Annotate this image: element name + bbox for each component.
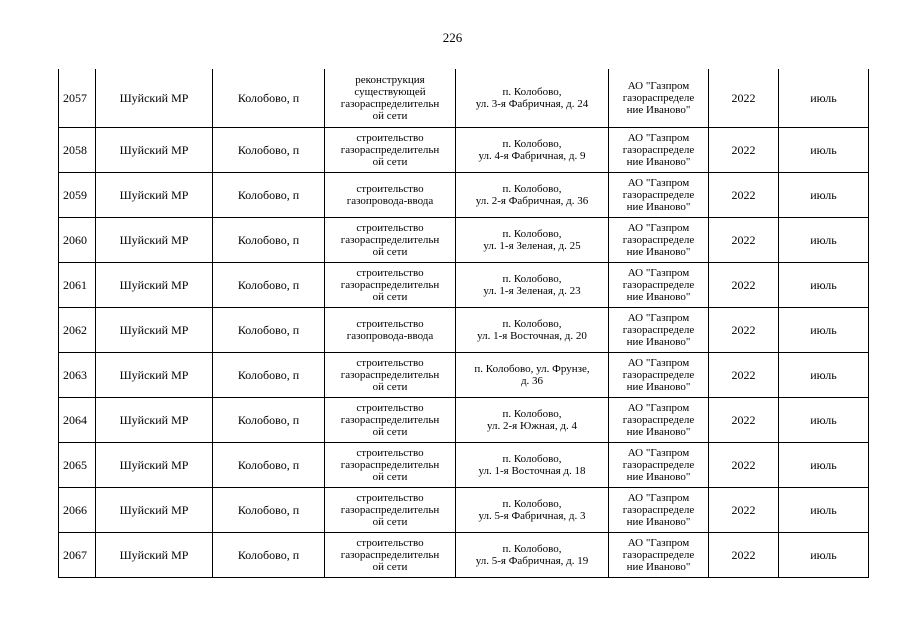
locality-cell: Колобово, п — [213, 173, 325, 218]
district-cell: Шуйский МР — [96, 443, 213, 488]
locality-cell: Колобово, п — [213, 308, 325, 353]
work-type-cell: строительство газопровода-ввода — [325, 308, 456, 353]
organization-cell: АО "Газпром газораспределе ние Иваново" — [609, 218, 709, 263]
row-number: 2060 — [59, 218, 96, 263]
table-row — [59, 443, 869, 488]
locality-cell: Колобово, п — [213, 443, 325, 488]
address-cell: п. Колобово, ул. Фрунзе, д. 36 — [456, 353, 609, 398]
address-cell: п. Колобово, ул. 5-я Фабричная, д. 19 — [456, 533, 609, 578]
row-number: 2058 — [59, 128, 96, 173]
district-cell: Шуйский МР — [96, 398, 213, 443]
table-row — [59, 128, 869, 173]
row-number: 2064 — [59, 398, 96, 443]
organization-cell: АО "Газпром газораспределе ние Иваново" — [609, 353, 709, 398]
locality-cell: Колобово, п — [213, 533, 325, 578]
address-cell: п. Колобово, ул. 4-я Фабричная, д. 9 — [456, 128, 609, 173]
year-cell: 2022 — [709, 488, 779, 533]
table-row — [59, 353, 869, 398]
address-cell: п. Колобово, ул. 3-я Фабричная, д. 24 — [456, 69, 609, 128]
work-type-cell: реконструкция существующей газораспределительн ой сети — [325, 69, 456, 128]
locality-cell: Колобово, п — [213, 69, 325, 128]
table-row — [59, 173, 869, 218]
organization-cell: АО "Газпром газораспределе ние Иваново" — [609, 488, 709, 533]
row-number: 2063 — [59, 353, 96, 398]
district-cell: Шуйский МР — [96, 353, 213, 398]
year-cell: 2022 — [709, 263, 779, 308]
work-type-cell: строительство газопровода-ввода — [325, 173, 456, 218]
district-cell: Шуйский МР — [96, 308, 213, 353]
month-cell: июль — [779, 173, 869, 218]
address-cell: п. Колобово, ул. 2-я Фабричная, д. 36 — [456, 173, 609, 218]
month-cell: июль — [779, 353, 869, 398]
locality-cell: Колобово, п — [213, 218, 325, 263]
address-cell: п. Колобово, ул. 1-я Восточная, д. 20 — [456, 308, 609, 353]
locality-cell: Колобово, п — [213, 353, 325, 398]
row-number: 2059 — [59, 173, 96, 218]
work-type-cell: строительство газораспределительн ой сети — [325, 353, 456, 398]
row-number: 2061 — [59, 263, 96, 308]
organization-cell: АО "Газпром газораспределе ние Иваново" — [609, 69, 709, 128]
month-cell: июль — [779, 128, 869, 173]
address-cell: п. Колобово, ул. 2-я Южная, д. 4 — [456, 398, 609, 443]
district-cell: Шуйский МР — [96, 128, 213, 173]
address-cell: п. Колобово, ул. 1-я Зеленая, д. 23 — [456, 263, 609, 308]
district-cell: Шуйский МР — [96, 69, 213, 128]
table-row — [59, 69, 869, 128]
row-number: 2066 — [59, 488, 96, 533]
district-cell: Шуйский МР — [96, 263, 213, 308]
year-cell: 2022 — [709, 398, 779, 443]
district-cell: Шуйский МР — [96, 533, 213, 578]
table-row — [59, 308, 869, 353]
organization-cell: АО "Газпром газораспределе ние Иваново" — [609, 308, 709, 353]
row-number: 2065 — [59, 443, 96, 488]
organization-cell: АО "Газпром газораспределе ние Иваново" — [609, 263, 709, 308]
year-cell: 2022 — [709, 533, 779, 578]
month-cell: июль — [779, 263, 869, 308]
locality-cell: Колобово, п — [213, 263, 325, 308]
organization-cell: АО "Газпром газораспределе ние Иваново" — [609, 398, 709, 443]
table-row — [59, 218, 869, 263]
month-cell: июль — [779, 69, 869, 128]
table-row — [59, 398, 869, 443]
organization-cell: АО "Газпром газораспределе ние Иваново" — [609, 173, 709, 218]
year-cell: 2022 — [709, 353, 779, 398]
organization-cell: АО "Газпром газораспределе ние Иваново" — [609, 533, 709, 578]
address-cell: п. Колобово, ул. 1-я Восточная д. 18 — [456, 443, 609, 488]
month-cell: июль — [779, 533, 869, 578]
work-type-cell: строительство газораспределительн ой сети — [325, 443, 456, 488]
work-type-cell: строительство газораспределительн ой сети — [325, 533, 456, 578]
work-type-cell: строительство газораспределительн ой сети — [325, 398, 456, 443]
year-cell: 2022 — [709, 69, 779, 128]
year-cell: 2022 — [709, 128, 779, 173]
work-type-cell: строительство газораспределительн ой сети — [325, 218, 456, 263]
district-cell: Шуйский МР — [96, 173, 213, 218]
organization-cell: АО "Газпром газораспределе ние Иваново" — [609, 128, 709, 173]
month-cell: июль — [779, 308, 869, 353]
table-row — [59, 488, 869, 533]
locality-cell: Колобово, п — [213, 128, 325, 173]
year-cell: 2022 — [709, 308, 779, 353]
district-cell: Шуйский МР — [96, 488, 213, 533]
locality-cell: Колобово, п — [213, 488, 325, 533]
year-cell: 2022 — [709, 218, 779, 263]
row-number: 2062 — [59, 308, 96, 353]
district-cell: Шуйский МР — [96, 218, 213, 263]
address-cell: п. Колобово, ул. 1-я Зеленая, д. 25 — [456, 218, 609, 263]
row-number: 2067 — [59, 533, 96, 578]
year-cell: 2022 — [709, 173, 779, 218]
table-row — [59, 263, 869, 308]
month-cell: июль — [779, 218, 869, 263]
locality-cell: Колобово, п — [213, 398, 325, 443]
work-type-cell: строительство газораспределительн ой сети — [325, 128, 456, 173]
table-body — [59, 69, 869, 578]
year-cell: 2022 — [709, 443, 779, 488]
table-row — [59, 533, 869, 578]
page-number: 226 — [442, 30, 463, 45]
gas-works-table — [58, 69, 869, 578]
row-number: 2057 — [59, 69, 96, 128]
month-cell: июль — [779, 443, 869, 488]
organization-cell: АО "Газпром газораспределе ние Иваново" — [609, 443, 709, 488]
work-type-cell: строительство газораспределительн ой сети — [325, 488, 456, 533]
address-cell: п. Колобово, ул. 5-я Фабричная, д. 3 — [456, 488, 609, 533]
month-cell: июль — [779, 398, 869, 443]
month-cell: июль — [779, 488, 869, 533]
work-type-cell: строительство газораспределительн ой сети — [325, 263, 456, 308]
